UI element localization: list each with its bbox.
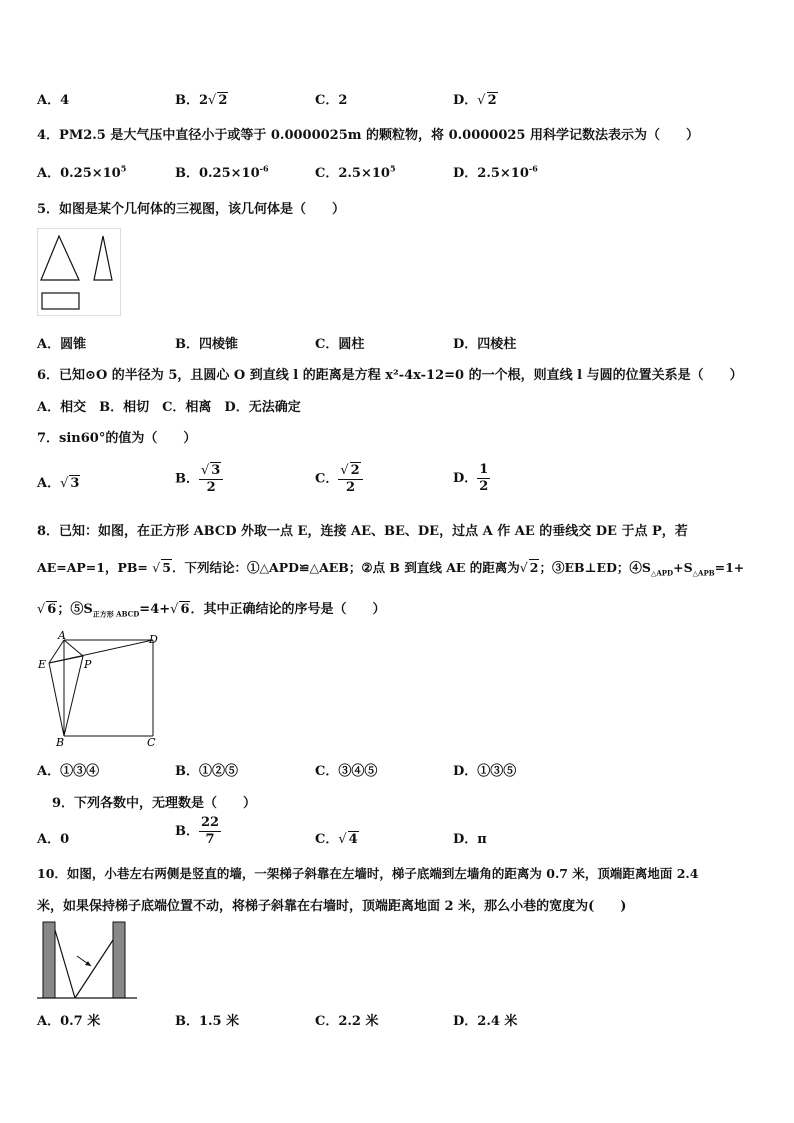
q9-option-c: C．√ 4 bbox=[315, 832, 358, 847]
label-a: A bbox=[58, 630, 66, 642]
q8-option-d: D．①③⑤ bbox=[453, 764, 517, 779]
q4-option-a: A．$0.25\times 10^5$ bbox=[37, 163, 127, 181]
label-d: D bbox=[149, 633, 158, 646]
q5-stem: 5．如图是某个几何体的三视图，该几何体是（ ） bbox=[37, 202, 346, 217]
q5-option-a: A．圆锥 bbox=[37, 337, 87, 352]
q3-option-a: A．4 bbox=[37, 93, 70, 108]
q8-option-c: C．③④⑤ bbox=[315, 764, 378, 779]
q10-line2: 米，如果保持梯子底端位置不动，将梯子斜靠在右墙时，顶端距离地面 2 米，那么小巷的宽度为( ) bbox=[37, 899, 627, 914]
q10-line1: 10．如图，小巷左右两侧是竖直的墙，一架梯子斜靠在左墙时，梯子底端到左墙角的距离为 0.7 米，顶端距离地面 2.4 bbox=[37, 866, 699, 881]
q9-option-d: D．π bbox=[453, 832, 487, 847]
q7-stem: 7．sin60°的值为（ ） bbox=[37, 431, 197, 446]
q5-option-b: B．四棱锥 bbox=[175, 337, 238, 352]
front-view-triangle bbox=[41, 236, 79, 280]
q7-option-c: C． $\frac{√ 2}{2}$ bbox=[315, 462, 363, 496]
q8-line3: √ 6；$⑤S_{正方形 ABCD}=4+√$ 6．其中正确结论的序号是（ ） bbox=[37, 602, 386, 619]
top-view-rectangle bbox=[42, 293, 79, 309]
alley-ladder-figure bbox=[37, 920, 141, 1000]
ladder-right bbox=[75, 940, 113, 998]
q10-option-b: B．1.5 米 bbox=[175, 1014, 240, 1029]
q6-options: A．相交 B．相切 C．相离 D．无法确定 bbox=[37, 400, 301, 415]
q10-option-c: C．2.2 米 bbox=[315, 1014, 379, 1029]
ladder-left bbox=[55, 930, 75, 998]
q5-option-d: D．四棱柱 bbox=[453, 337, 517, 352]
q8-option-b: B．①②⑤ bbox=[175, 764, 238, 779]
square-abcd-figure bbox=[36, 630, 166, 750]
label-p: P bbox=[84, 658, 92, 671]
label-b: B bbox=[56, 736, 65, 749]
q4-option-d: D．$2.5\times 10^{-6}$ bbox=[453, 163, 538, 181]
q3-option-d: D．√ 2 bbox=[453, 93, 497, 108]
q9-option-a: A．0 bbox=[37, 832, 70, 847]
q9-stem: 9．下列各数中，无理数是（ ） bbox=[52, 796, 257, 811]
q4-option-b: B．$0.25\times 10^{-6}$ bbox=[175, 163, 269, 181]
q9-option-b: B． $\frac{22}{7}$ bbox=[175, 815, 220, 847]
q8-line2: AE=AP=1，PB= √ 5．下列结论：①△APD≌△AEB；②点 B 到直线 AE 的距离为√ 2；③EB⊥ED；$④S_{\triangle APD}+S_{\triangle APB}=1+$ bbox=[37, 560, 745, 578]
q5-option-c: C．圆柱 bbox=[315, 337, 365, 352]
q10-option-a: A．0.7 米 bbox=[37, 1014, 101, 1029]
q7-option-d: D． $\frac{1}{2}$ bbox=[453, 462, 489, 494]
q4-option-c: C．$2.5\times 10^5$ bbox=[315, 163, 396, 181]
q6-stem: 6．已知⊙O 的半径为 5，且圆心 O 到直线 l 的距离是方程 x²-4x-12=0 的一个根，则直线 l 与圆的位置关系是（ ） bbox=[37, 368, 743, 383]
q10-option-d: D．2.4 米 bbox=[453, 1014, 518, 1029]
q8-option-a: A．①③④ bbox=[37, 764, 100, 779]
q8-line1: 8．已知：如图，在正方形 ABCD 外取一点 E，连接 AE、BE、DE，过点 A 作 AE 的垂线交 DE 于点 P，若 bbox=[37, 524, 688, 539]
q4-stem: 4．PM2.5 是大气压中直径小于或等于 0.0000025m 的颗粒物，将 0.0000025 用科学记数法表示为（ ） bbox=[37, 128, 699, 143]
q7-option-a: A．√ 3 bbox=[37, 476, 80, 491]
right-wall bbox=[113, 922, 125, 998]
label-c: C bbox=[147, 736, 156, 749]
side-view-triangle bbox=[94, 236, 112, 280]
q3-option-c: C．2 bbox=[315, 93, 348, 108]
left-wall bbox=[43, 922, 55, 998]
three-view-figure bbox=[37, 228, 121, 316]
label-e: E bbox=[38, 658, 47, 671]
q7-option-b: B． $\frac{√ 3}{2}$ bbox=[175, 462, 223, 496]
q3-option-b: B．2√ 2 bbox=[175, 93, 228, 108]
